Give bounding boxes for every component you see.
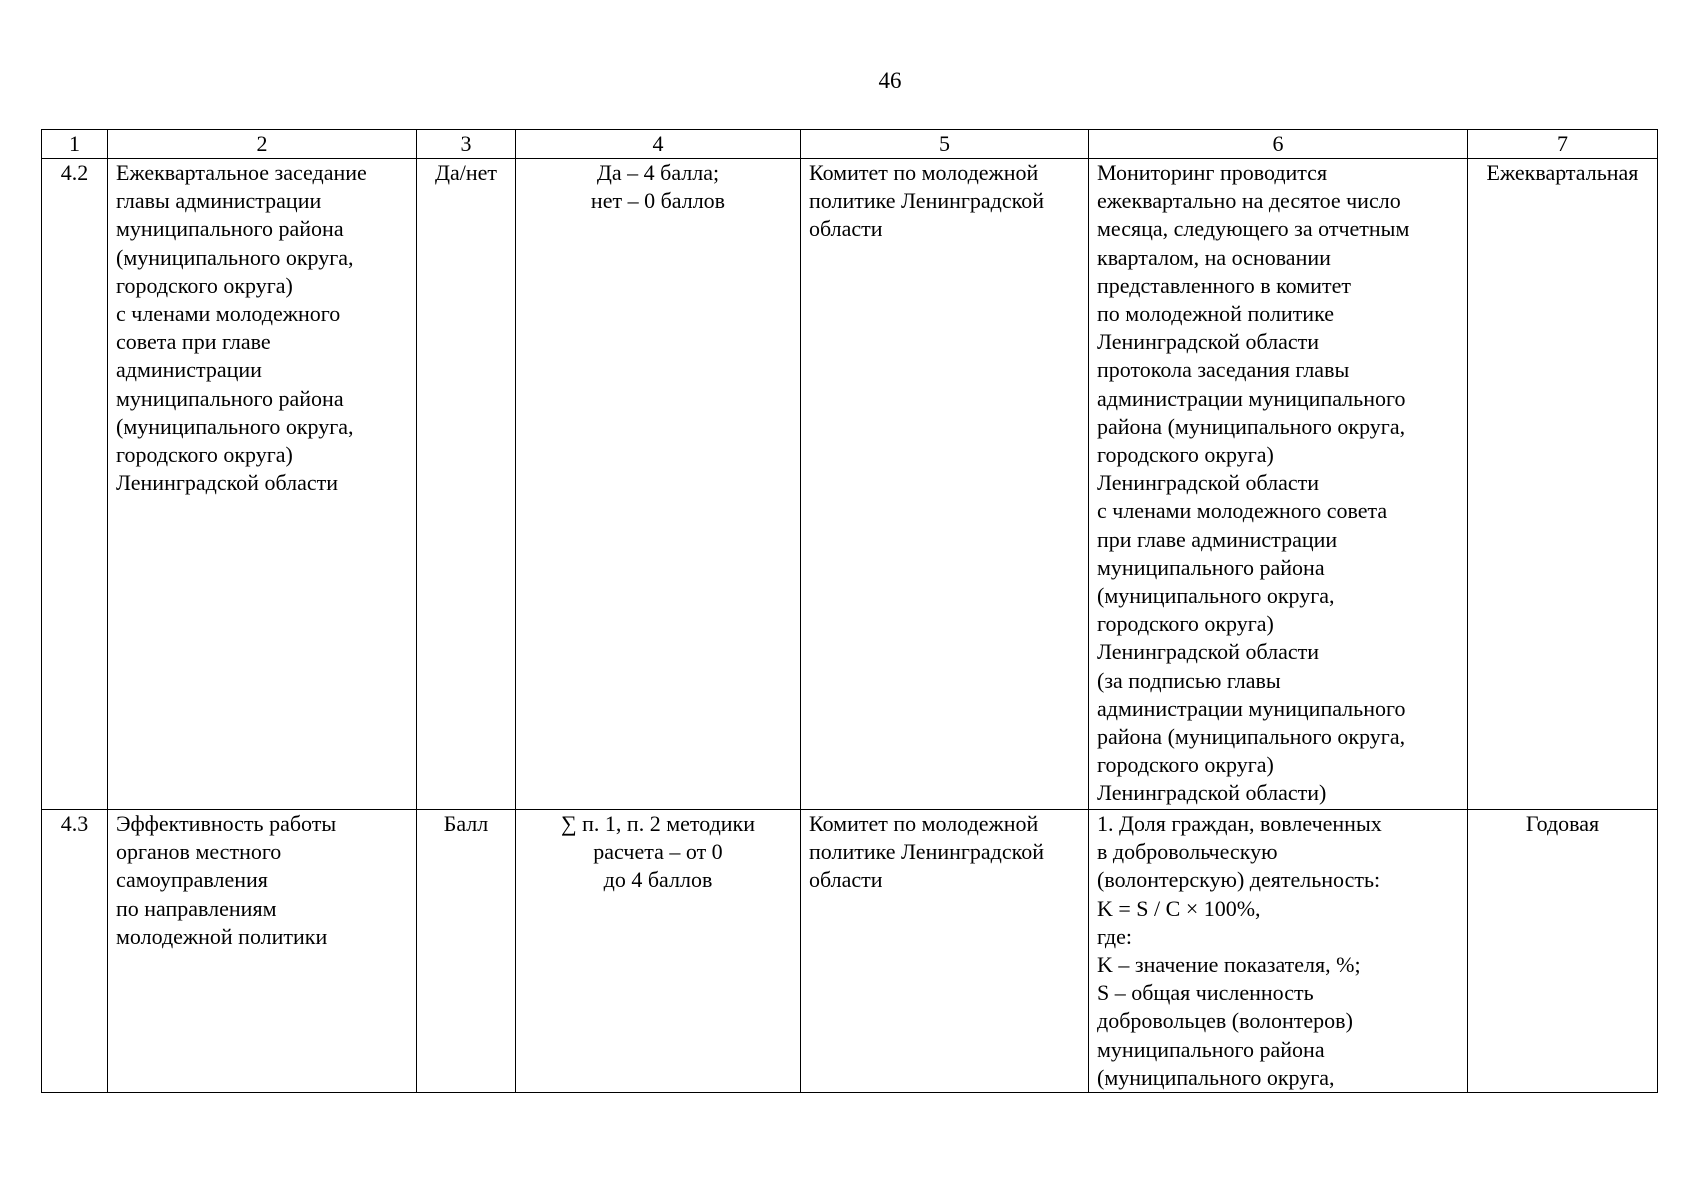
column-number-row	[42, 130, 1658, 159]
responsible-cell	[801, 159, 1089, 810]
column-number: 2	[108, 130, 417, 159]
column-number: 1	[42, 130, 108, 159]
unit-cell	[417, 159, 516, 810]
scoring: Да – 4 балла; нет – 0 баллов	[590, 160, 726, 214]
column-number: 6	[1089, 130, 1468, 159]
row-number-cell	[42, 159, 108, 810]
indicator-name: Эффективность работы органов местного самоуправления по направлениям молодежной политики	[116, 811, 337, 949]
unit-cell	[417, 810, 516, 1093]
column-number: 7	[1468, 130, 1658, 159]
indicators-table	[41, 129, 1658, 1093]
frequency-cell	[1468, 810, 1658, 1093]
responsible-body: Комитет по молодежной политике Ленинградской области	[809, 160, 1044, 242]
frequency: Ежеквартальная	[1486, 160, 1639, 185]
row-number: 4.3	[60, 811, 89, 836]
column-number: 5	[801, 130, 1089, 159]
unit: Балл	[443, 811, 489, 836]
frequency: Годовая	[1525, 811, 1600, 836]
column-number: 4	[516, 130, 801, 159]
scoring-cell	[516, 159, 801, 810]
calculation-method: Мониторинг проводится ежеквартально на десятое число месяца, следующего за отчетным кварталом, на основании представленного в комитет по молодежной политике Ленинградской области протокола заседания главы администрации муниципального района (муниципального округа, городского округа) Ленинградской области с членами молодежного совета при главе администрации муниципального района (муниципального округа, городского округа) Ленинградской области (за подписью главы администрации муниципального района (муниципального округа, городского округа) Ленинградской области)	[1097, 160, 1410, 806]
method-cell	[1089, 810, 1468, 1093]
unit: Да/нет	[434, 160, 498, 185]
table-row	[42, 810, 1658, 1093]
scoring-cell	[516, 810, 801, 1093]
responsible-body: Комитет по молодежной политике Ленинградской области	[809, 811, 1044, 893]
calculation-method: 1. Доля граждан, вовлеченных в добровольческую (волонтерскую) деятельность: K = S / C × 100%, где: K – значение показателя, %; S – общая численность добровольцев (волонтеров) муниципального района (муниципального округа,	[1097, 811, 1382, 1090]
row-number: 4.2	[60, 160, 89, 185]
frequency-cell	[1468, 159, 1658, 810]
row-number-cell	[42, 810, 108, 1093]
responsible-cell	[801, 810, 1089, 1093]
indicator-name-cell	[108, 159, 417, 810]
table-row	[42, 159, 1658, 810]
page-number: 46	[878, 68, 902, 93]
scoring: ∑ п. 1, п. 2 методики расчета – от 0 до 4 баллов	[560, 811, 756, 893]
column-number: 3	[417, 130, 516, 159]
method-cell	[1089, 159, 1468, 810]
indicator-name-cell	[108, 810, 417, 1093]
indicator-name: Ежеквартальное заседание главы администрации муниципального района (муниципального округа, городского округа) с членами молодежного совета при главе администрации муниципального района (муниципального округа, городского округа) Ленинградской области	[116, 160, 367, 496]
